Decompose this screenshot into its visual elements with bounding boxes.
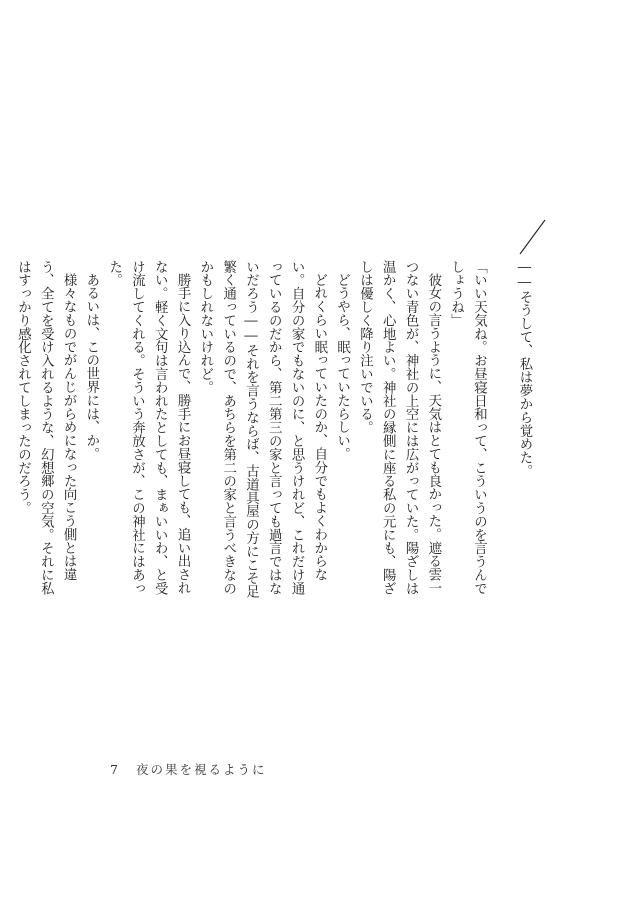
paragraph-this-world: あるいは、この世界には、か。 bbox=[83, 273, 99, 461]
paragraph-weather: 彼女の言うように、天気はとても良かった。遮る雲一つない青色が、神社の上空には広がっていた。陽ざしは温かく、心地よい。神社の縁側に座る私の元にも、陽ざしは優しく降り注いでいる。 bbox=[357, 260, 441, 595]
paragraph-dialogue: 「いい天気ね。お昼寝日和って、こういうのを言うんでしょうね」 bbox=[448, 260, 487, 595]
vertical-body-text bbox=[11, 260, 535, 600]
running-title: 夜の果を視るように bbox=[136, 762, 267, 777]
paragraph-awakening: ――そうして、私は夢から覚めた。 bbox=[517, 260, 532, 478]
paragraph-second-home: どれくらい眠っていたのか、自分でもよくわからない。自分の家でもないのに、と思うけれど、これだけ通っているのだから、第二第三の家と言っても過言ではないだろう――それを言うならば、古道具屋の方にこそ足繁く通っているので、あちらを第二の家と言うべきなのかもしれないけれど。 bbox=[197, 260, 327, 599]
page-footer bbox=[110, 760, 267, 778]
paragraph-freedom: 勝手に入り込んで、勝手にお昼寝しても、追い出されない。軽く文句は言われたとしても、まぁいいわ、と受け流してくれる。そういう奔放さが、この神社にはあった。 bbox=[106, 260, 191, 595]
paragraph-gensokyo: 様々なものでがんじがらめになった向こう側とは違う、全てを受け入れるような、幻想郷の空気。それに私はすっかり感化されてしまったのだろう。 bbox=[15, 260, 77, 595]
page-number: 7 bbox=[110, 762, 118, 777]
paragraph-sleeping: どうやら、眠っていたらしい。 bbox=[334, 273, 350, 461]
scene-break-mark bbox=[518, 216, 548, 256]
paragraph-spacer bbox=[489, 260, 512, 600]
